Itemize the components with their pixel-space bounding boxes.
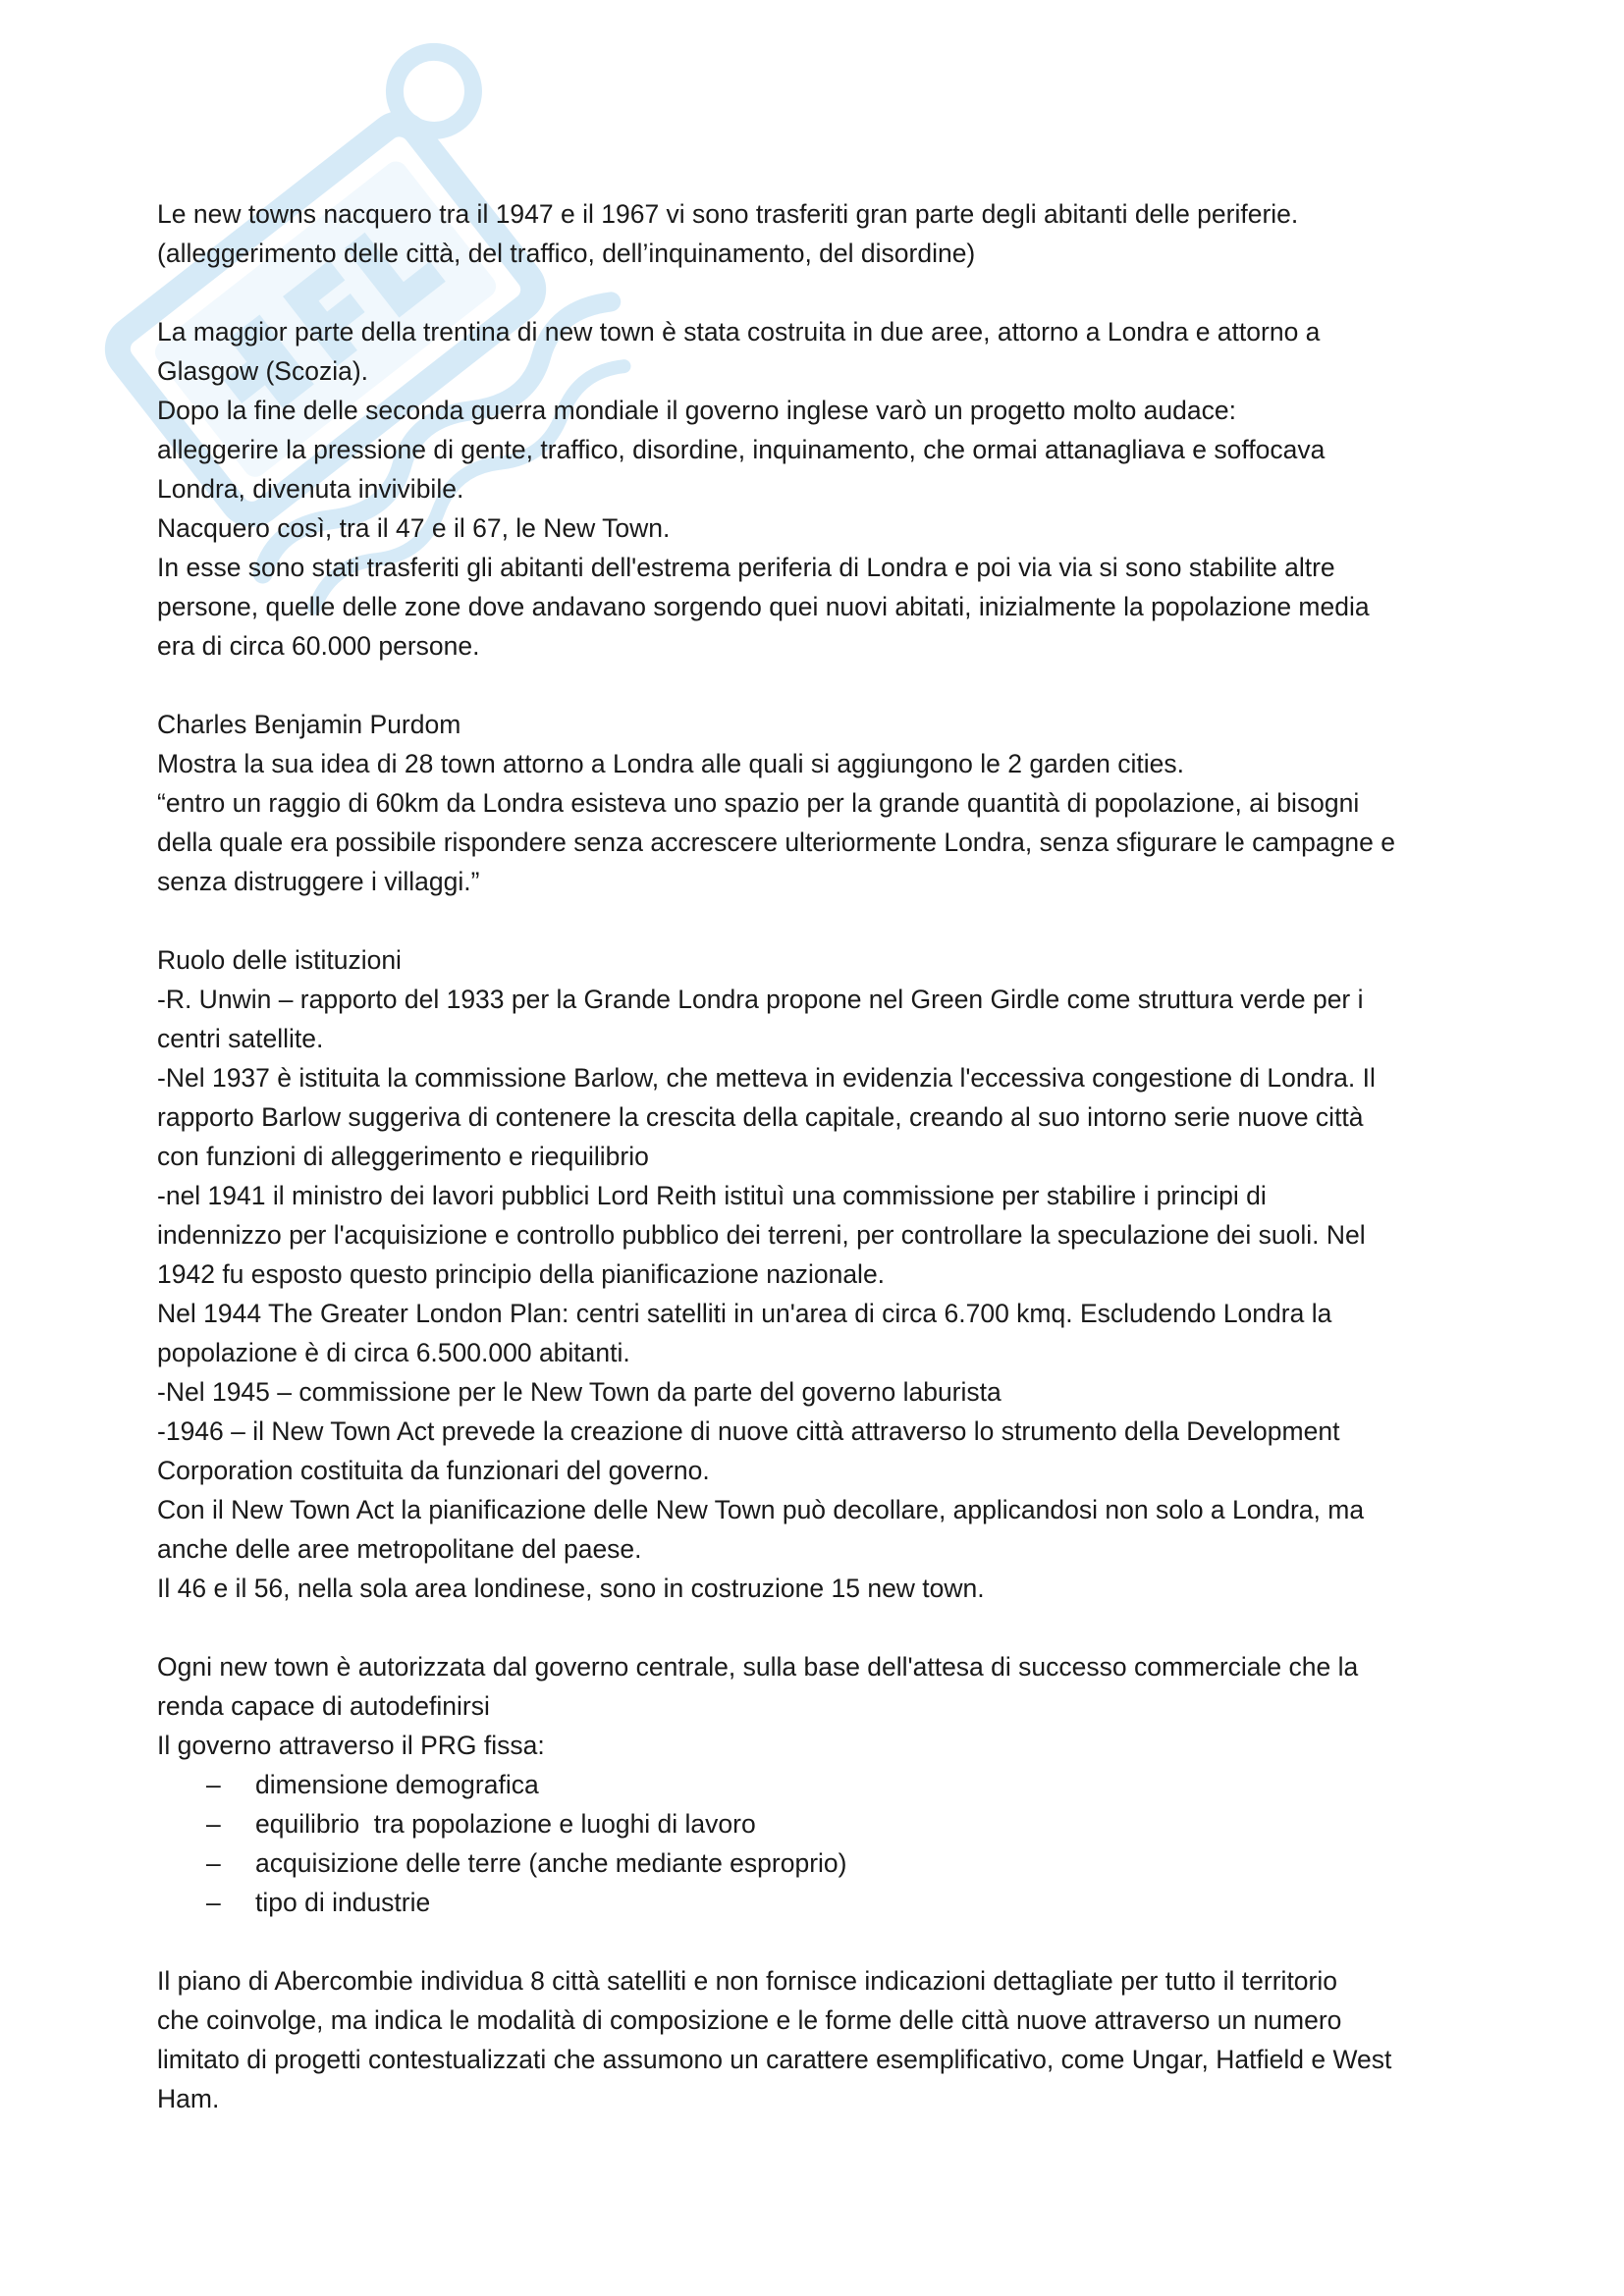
paragraph-new-towns-history [157, 312, 1492, 666]
text-line: persone, quelle delle zone dove andavano sorgendo quei nuovi abitati, inizialmente la popolazione media [157, 592, 1370, 621]
text-line: popolazione è di circa 6.500.000 abitanti. [157, 1338, 630, 1367]
text-line: In esse sono stati trasferiti gli abitanti dell'estrema periferia di Londra e poi via via si sono stabilite altre [157, 553, 1335, 582]
text-line: Ham. [157, 2084, 220, 2113]
text-line: Ogni new town è autorizzata dal governo centrale, sulla base dell'attesa di successo commerciale che la [157, 1652, 1359, 1682]
text-line: “entro un raggio di 60km da Londra esisteva uno spazio per la grande quantità di popolazione, ai bisogni [157, 788, 1360, 818]
text-line: Charles Benjamin Purdom [157, 710, 461, 739]
text-line: 1942 fu esposto questo principio della pianificazione nazionale. [157, 1259, 886, 1289]
text-line: anche delle aree metropolitane del paese. [157, 1534, 642, 1564]
paragraph-gap [157, 1922, 1492, 1961]
list-dash: – [206, 1770, 221, 1799]
text-line: con funzioni di alleggerimento e riequilibrio [157, 1142, 649, 1171]
list-item-text: dimensione demografica [255, 1770, 539, 1799]
text-line: rapporto Barlow suggeriva di contenere la crescita della capitale, creando al suo intorno serie nuove città [157, 1102, 1364, 1132]
text-line: Mostra la sua idea di 28 town attorno a Londra alle quali si aggiungono le 2 garden cities. [157, 749, 1184, 778]
paragraph-gap [157, 273, 1492, 312]
text-line: Il piano di Abercombie individua 8 città satelliti e non fornisce indicazioni dettagliate per tutto il territorio [157, 1966, 1337, 1996]
text-line: Dopo la fine delle seconda guerra mondiale il governo inglese varò un progetto molto audace: [157, 396, 1236, 425]
paragraph-intro [157, 194, 1492, 273]
paragraph-purdom [157, 705, 1492, 901]
paragraph-abercombie [157, 1961, 1492, 2118]
text-line: Londra, divenuta invivibile. [157, 474, 464, 504]
text-line: -Nel 1945 – commissione per le New Town da parte del governo laburista [157, 1377, 1001, 1407]
text-line: della quale era possibile rispondere senza accrescere ulteriormente Londra, senza sfigurare le campagne e [157, 828, 1395, 857]
text-line: alleggerire la pressione di gente, traffico, disordine, inquinamento, che ormai attanagliava e soffocava [157, 435, 1326, 464]
list-item [157, 1765, 1492, 1804]
list-item-text: equilibrio tra popolazione e luoghi di lavoro [255, 1809, 756, 1839]
text-line: Il 46 e il 56, nella sola area londinese, sono in costruzione 15 new town. [157, 1574, 985, 1603]
text-line: Il governo attraverso il PRG fissa: [157, 1731, 545, 1760]
list-dash: – [206, 1888, 221, 1917]
text-line: senza distruggere i villaggi.” [157, 867, 480, 896]
text-line: -Nel 1937 è istituita la commissione Barlow, che metteva in evidenzia l'eccessiva congestione di Londra. Il [157, 1063, 1376, 1093]
prg-list [157, 1765, 1492, 1922]
list-item-text: acquisizione delle terre (anche mediante esproprio) [255, 1848, 847, 1878]
text-line: era di circa 60.000 persone. [157, 631, 480, 661]
text-line: -nel 1941 il ministro dei lavori pubblici Lord Reith istituì una commissione per stabilire i principi di [157, 1181, 1267, 1210]
text-line: (alleggerimento delle città, del traffico, dell’inquinamento, del disordine) [157, 239, 976, 268]
paragraph-government [157, 1647, 1492, 1765]
list-dash: – [206, 1809, 221, 1839]
text-line: Ruolo delle istituzioni [157, 945, 402, 975]
list-item [157, 1843, 1492, 1883]
text-line: renda capace di autodefinirsi [157, 1691, 490, 1721]
text-line: La maggior parte della trentina di new town è stata costruita in due aree, attorno a Londra e attorno a [157, 317, 1321, 347]
paragraph-gap [157, 666, 1492, 705]
text-line: -R. Unwin – rapporto del 1933 per la Grande Londra propone nel Green Girdle come struttura verde per i [157, 985, 1364, 1014]
paragraph-gap [157, 901, 1492, 940]
list-item [157, 1883, 1492, 1922]
text-line: -1946 – il New Town Act prevede la creazione di nuove città attraverso lo strumento della Development [157, 1416, 1340, 1446]
text-line: Con il New Town Act la pianificazione delle New Town può decollare, applicandosi non solo a Londra, ma [157, 1495, 1365, 1524]
text-line: Nel 1944 The Greater London Plan: centri satelliti in un'area di circa 6.700 kmq. Escludendo Londra la [157, 1299, 1332, 1328]
text-line: Glasgow (Scozia). [157, 356, 369, 386]
text-line: centri satellite. [157, 1024, 324, 1053]
text-line: indennizzo per l'acquisizione e controllo pubblico dei terreni, per controllare la speculazione dei suoli. Nel [157, 1220, 1366, 1250]
list-item [157, 1804, 1492, 1843]
text-line: Corporation costituita da funzionari del governo. [157, 1456, 710, 1485]
document-body [157, 194, 1492, 2118]
list-item-text: tipo di industrie [255, 1888, 431, 1917]
list-dash: – [206, 1848, 221, 1878]
paragraph-gap [157, 1608, 1492, 1647]
paragraph-institutions [157, 940, 1492, 1608]
text-line: limitato di progetti contestualizzati che assumono un carattere esemplificativo, come Ungar, Hatfield e West [157, 2045, 1392, 2074]
text-line: Le new towns nacquero tra il 1947 e il 1967 vi sono trasferiti gran parte degli abitanti delle periferie. [157, 199, 1299, 229]
text-line: che coinvolge, ma indica le modalità di composizione e le forme delle città nuove attraverso un numero [157, 2005, 1342, 2035]
text-line: Nacquero così, tra il 47 e il 67, le New Town. [157, 513, 671, 543]
